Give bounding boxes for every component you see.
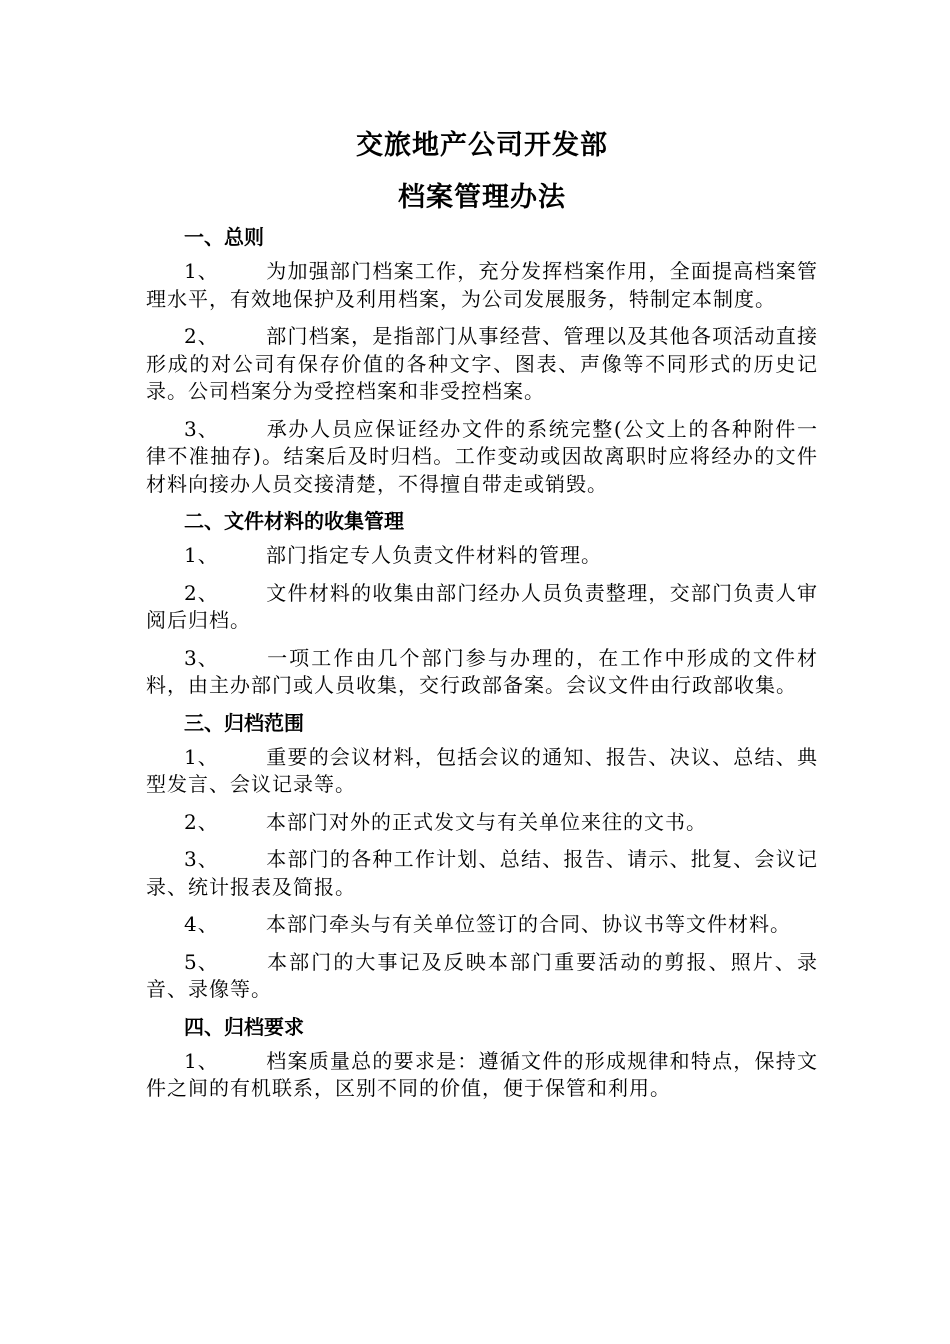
item-text: 档案质量总的要求是：遵循文件的形成规律和特点，保持文件之间的有机联系，区别不同的价值，便于保管和利用。 (146, 1048, 818, 1100)
paragraph (146, 580, 818, 635)
section-requirements (146, 1014, 818, 1103)
paragraph (146, 416, 818, 499)
item-number: 2、 (184, 809, 219, 834)
item-text: 一项工作由几个部门参与办理的，在工作中形成的文件材料，由主办部门或人员收集，交行政部备案。会议文件由行政部收集。 (146, 645, 818, 697)
paragraph (146, 911, 818, 939)
item-number: 3、 (184, 416, 219, 441)
section-heading: 一、总则 (184, 225, 264, 249)
section-scope (146, 710, 818, 1004)
item-text: 本部门牵头与有关单位签订的合同、协议书等文件材料。 (266, 912, 791, 936)
item-number: 4、 (184, 912, 219, 936)
paragraph (146, 1048, 818, 1103)
document-page (146, 128, 818, 1113)
section-collection (146, 508, 818, 700)
paragraph (146, 645, 818, 700)
item-number: 1、 (184, 543, 219, 567)
item-text: 部门指定专人负责文件材料的管理。 (266, 543, 602, 567)
paragraph (146, 949, 818, 1004)
paragraph (146, 258, 818, 313)
paragraph (146, 323, 818, 406)
item-number: 1、 (184, 1048, 219, 1073)
item-text: 承办人员应保证经办文件的系统完整(公文上的各种附件一律不准抽存)。结案后及时归档。工作变动或因故离职时应将经办的文件材料向接办人员交接清楚，不得擅自带走或销毁。 (146, 416, 818, 496)
section-heading: 三、归档范围 (184, 710, 304, 735)
item-text: 为加强部门档案工作，充分发挥档案作用，全面提高档案管理水平，有效地保护及利用档案，为公司发展服务，特制定本制度。 (146, 259, 818, 311)
item-text: 本部门对外的正式发文与有关单位来往的文书。 (266, 809, 707, 834)
item-text: 本部门的大事记及反映本部门重要活动的剪报、照片、录音、录像等。 (146, 949, 818, 1001)
paragraph (146, 809, 818, 837)
section-heading: 二、文件材料的收集管理 (184, 509, 404, 533)
item-text: 本部门的各种工作计划、总结、报告、请示、批复、会议记录、统计报表及简报。 (146, 847, 818, 899)
item-text: 文件材料的收集由部门经办人员负责整理，交部门负责人审阅后归档。 (146, 580, 818, 632)
item-text: 部门档案，是指部门从事经营、管理以及其他各项活动直接形成的对公司有保存价值的各种文字、图表、声像等不同形式的历史记录。公司档案分为受控档案和非受控档案。 (146, 324, 818, 403)
item-number: 3、 (184, 847, 219, 871)
item-number: 5、 (184, 949, 219, 974)
paragraph (146, 542, 818, 570)
paragraph (146, 846, 818, 901)
section-general (146, 224, 818, 498)
section-heading: 四、归档要求 (184, 1014, 304, 1039)
document-title-line2: 档案管理办法 (398, 182, 566, 213)
item-number: 2、 (184, 324, 219, 348)
item-text: 重要的会议材料，包括会议的通知、报告、决议、总结、典型发言、会议记录等。 (146, 744, 818, 796)
item-number: 1、 (184, 259, 219, 283)
document-title-line1: 交旅地产公司开发部 (356, 130, 608, 161)
item-number: 2、 (184, 580, 219, 605)
paragraph (146, 744, 818, 799)
item-number: 3、 (184, 645, 219, 670)
item-number: 1、 (184, 744, 219, 769)
